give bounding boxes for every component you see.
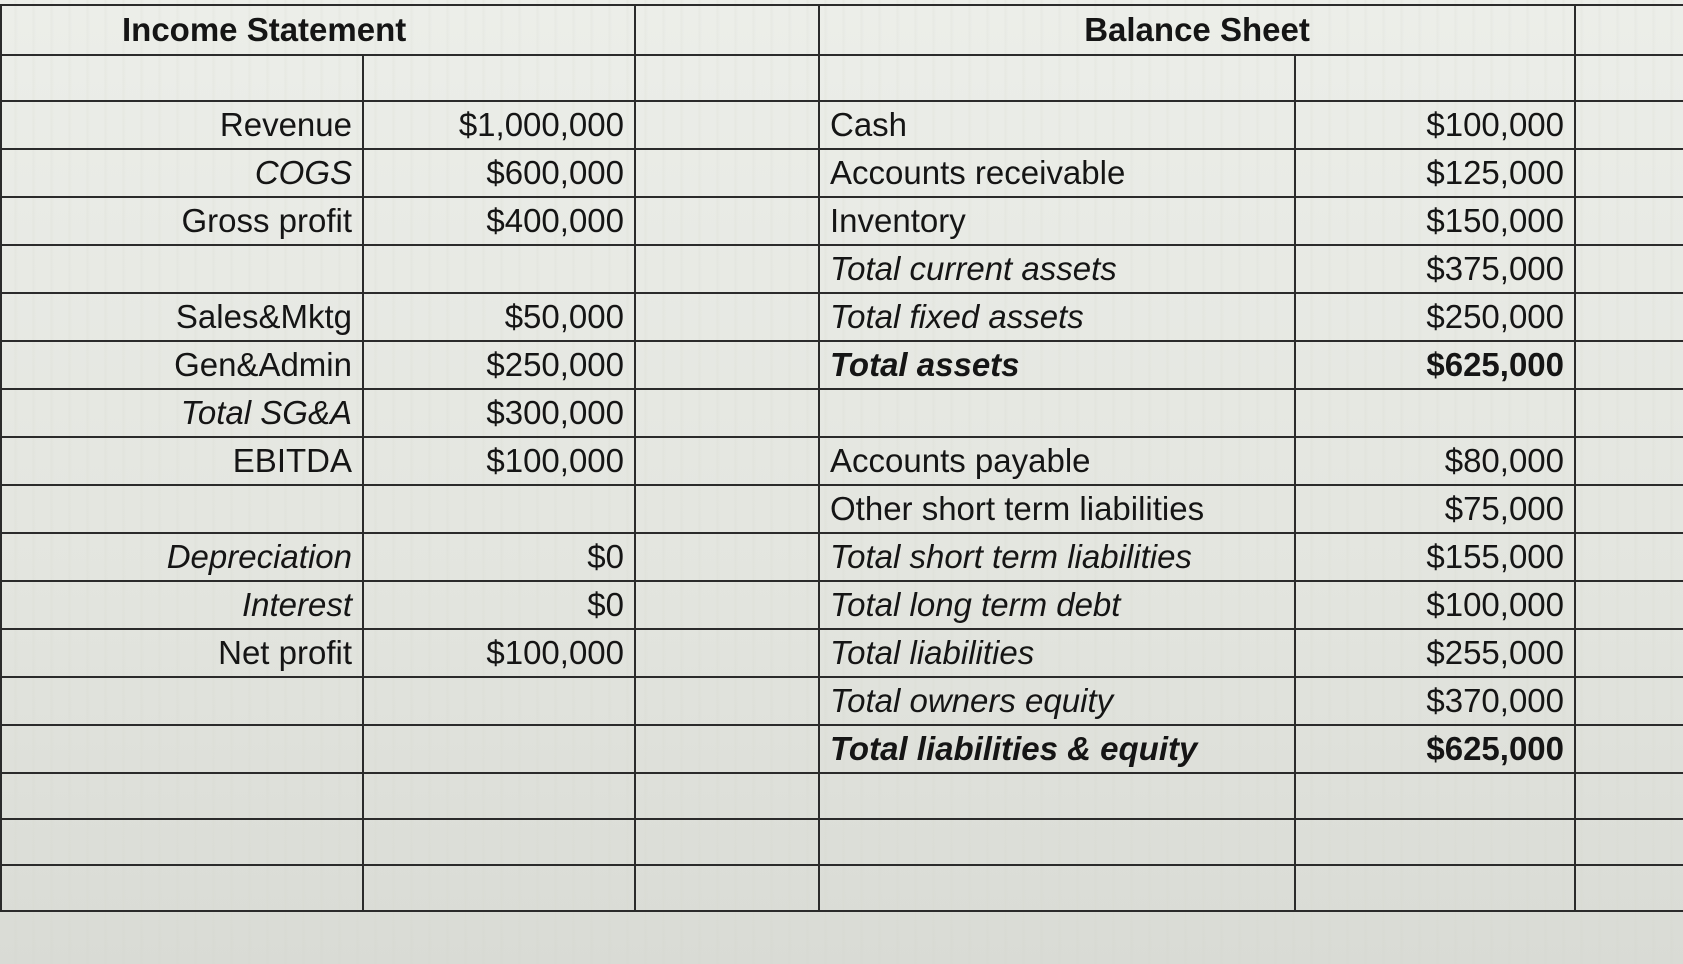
- cell[interactable]: [1575, 245, 1683, 293]
- sales-mktg-label[interactable]: Sales&Mktg: [1, 293, 363, 341]
- cell[interactable]: [1, 245, 363, 293]
- total-long-term-debt-label[interactable]: Total long term debt: [819, 581, 1295, 629]
- cell[interactable]: [363, 819, 635, 865]
- financial-grid: [0, 4, 1683, 912]
- total-sga-label[interactable]: Total SG&A: [1, 389, 363, 437]
- cash-value[interactable]: $100,000: [1295, 101, 1575, 149]
- cell[interactable]: [1575, 533, 1683, 581]
- cell[interactable]: [635, 533, 819, 581]
- cell[interactable]: [1, 55, 363, 101]
- table-row: [1, 725, 1683, 773]
- cell[interactable]: [1575, 677, 1683, 725]
- cell[interactable]: [819, 773, 1295, 819]
- cell[interactable]: [1295, 55, 1575, 101]
- accounts-payable-label[interactable]: Accounts payable: [819, 437, 1295, 485]
- cell[interactable]: [1, 865, 363, 911]
- cell[interactable]: [1, 677, 363, 725]
- interest-value[interactable]: $0: [363, 581, 635, 629]
- cell[interactable]: [1575, 389, 1683, 437]
- income-statement-header[interactable]: Income Statement: [1, 5, 635, 55]
- table-row: [1, 197, 1683, 245]
- cell[interactable]: [1295, 389, 1575, 437]
- cell[interactable]: [635, 55, 819, 101]
- table-row: [1, 865, 1683, 911]
- net-profit-value[interactable]: $100,000: [363, 629, 635, 677]
- inventory-value[interactable]: $150,000: [1295, 197, 1575, 245]
- cell[interactable]: [363, 55, 635, 101]
- table-row: [1, 389, 1683, 437]
- cell[interactable]: [1575, 485, 1683, 533]
- cell[interactable]: [1575, 629, 1683, 677]
- net-profit-label[interactable]: Net profit: [1, 629, 363, 677]
- cell[interactable]: [635, 437, 819, 485]
- total-owners-equity-label[interactable]: Total owners equity: [819, 677, 1295, 725]
- table-row: [1, 55, 1683, 101]
- cell[interactable]: [819, 55, 1295, 101]
- cell[interactable]: [635, 149, 819, 197]
- total-liabilities-equity-value[interactable]: $625,000: [1295, 725, 1575, 773]
- cell[interactable]: [819, 819, 1295, 865]
- cell[interactable]: [1575, 341, 1683, 389]
- table-row: [1, 581, 1683, 629]
- other-short-term-liabilities-label[interactable]: Other short term liabilities: [819, 485, 1295, 533]
- cell[interactable]: [635, 389, 819, 437]
- total-liabilities-value[interactable]: $255,000: [1295, 629, 1575, 677]
- total-current-assets-value[interactable]: $375,000: [1295, 245, 1575, 293]
- total-liabilities-label[interactable]: Total liabilities: [819, 629, 1295, 677]
- cell[interactable]: [1575, 293, 1683, 341]
- cell[interactable]: [635, 485, 819, 533]
- cell[interactable]: [635, 245, 819, 293]
- depreciation-value[interactable]: $0: [363, 533, 635, 581]
- other-short-term-liabilities-value[interactable]: $75,000: [1295, 485, 1575, 533]
- total-short-term-liabilities-label[interactable]: Total short term liabilities: [819, 533, 1295, 581]
- sales-mktg-value[interactable]: $50,000: [363, 293, 635, 341]
- cell[interactable]: [635, 865, 819, 911]
- cell[interactable]: [635, 5, 819, 55]
- cell[interactable]: [635, 773, 819, 819]
- cell[interactable]: [1575, 437, 1683, 485]
- ebitda-value[interactable]: $100,000: [363, 437, 635, 485]
- total-liabilities-equity-label[interactable]: Total liabilities & equity: [819, 725, 1295, 773]
- cell[interactable]: [363, 485, 635, 533]
- cell[interactable]: [1, 819, 363, 865]
- interest-label[interactable]: Interest: [1, 581, 363, 629]
- table-row: [1, 819, 1683, 865]
- table-row: [1, 149, 1683, 197]
- total-fixed-assets-label[interactable]: Total fixed assets: [819, 293, 1295, 341]
- table-row: [1, 293, 1683, 341]
- total-short-term-liabilities-value[interactable]: $155,000: [1295, 533, 1575, 581]
- table-row: [1, 437, 1683, 485]
- gen-admin-value[interactable]: $250,000: [363, 341, 635, 389]
- table-row: [1, 533, 1683, 581]
- table-row: [1, 677, 1683, 725]
- total-assets-label[interactable]: Total assets: [819, 341, 1295, 389]
- table-row: [1, 629, 1683, 677]
- cell[interactable]: [635, 819, 819, 865]
- revenue-value[interactable]: $1,000,000: [363, 101, 635, 149]
- header-row: [1, 5, 1683, 55]
- gross-profit-label[interactable]: Gross profit: [1, 197, 363, 245]
- cell[interactable]: [635, 581, 819, 629]
- cell[interactable]: [635, 101, 819, 149]
- table-row: [1, 101, 1683, 149]
- table-row: [1, 341, 1683, 389]
- total-fixed-assets-value[interactable]: $250,000: [1295, 293, 1575, 341]
- cell[interactable]: [819, 389, 1295, 437]
- cell[interactable]: [1575, 149, 1683, 197]
- cell[interactable]: [1295, 819, 1575, 865]
- total-assets-value[interactable]: $625,000: [1295, 341, 1575, 389]
- cell[interactable]: [1295, 865, 1575, 911]
- balance-sheet-header[interactable]: Balance Sheet: [819, 5, 1575, 55]
- cell[interactable]: [1575, 581, 1683, 629]
- cell[interactable]: [1575, 865, 1683, 911]
- cell[interactable]: [363, 677, 635, 725]
- cell[interactable]: [1575, 725, 1683, 773]
- revenue-label[interactable]: Revenue: [1, 101, 363, 149]
- cell[interactable]: [363, 245, 635, 293]
- total-owners-equity-value[interactable]: $370,000: [1295, 677, 1575, 725]
- cell[interactable]: [1575, 5, 1683, 55]
- cell[interactable]: [1, 773, 363, 819]
- cell[interactable]: [363, 725, 635, 773]
- cell[interactable]: [819, 865, 1295, 911]
- total-sga-value[interactable]: $300,000: [363, 389, 635, 437]
- accounts-receivable-value[interactable]: $125,000: [1295, 149, 1575, 197]
- cell[interactable]: [1575, 773, 1683, 819]
- accounts-receivable-label[interactable]: Accounts receivable: [819, 149, 1295, 197]
- cogs-label[interactable]: COGS: [1, 149, 363, 197]
- cell[interactable]: [635, 197, 819, 245]
- cell[interactable]: [635, 341, 819, 389]
- cell[interactable]: [635, 677, 819, 725]
- depreciation-label[interactable]: Depreciation: [1, 533, 363, 581]
- cell[interactable]: [363, 865, 635, 911]
- total-long-term-debt-value[interactable]: $100,000: [1295, 581, 1575, 629]
- cell[interactable]: [1, 725, 363, 773]
- cell[interactable]: [1575, 819, 1683, 865]
- cell[interactable]: [1295, 773, 1575, 819]
- total-current-assets-label[interactable]: Total current assets: [819, 245, 1295, 293]
- accounts-payable-value[interactable]: $80,000: [1295, 437, 1575, 485]
- cell[interactable]: [635, 725, 819, 773]
- table-row: [1, 485, 1683, 533]
- inventory-label[interactable]: Inventory: [819, 197, 1295, 245]
- cell[interactable]: [1, 485, 363, 533]
- cell[interactable]: [1575, 197, 1683, 245]
- cell[interactable]: [363, 773, 635, 819]
- cell[interactable]: [1575, 55, 1683, 101]
- ebitda-label[interactable]: EBITDA: [1, 437, 363, 485]
- table-row: [1, 245, 1683, 293]
- cell[interactable]: [635, 293, 819, 341]
- gen-admin-label[interactable]: Gen&Admin: [1, 341, 363, 389]
- cell[interactable]: [1575, 101, 1683, 149]
- cash-label[interactable]: Cash: [819, 101, 1295, 149]
- table-row: [1, 773, 1683, 819]
- cell[interactable]: [635, 629, 819, 677]
- cogs-value[interactable]: $600,000: [363, 149, 635, 197]
- gross-profit-value[interactable]: $400,000: [363, 197, 635, 245]
